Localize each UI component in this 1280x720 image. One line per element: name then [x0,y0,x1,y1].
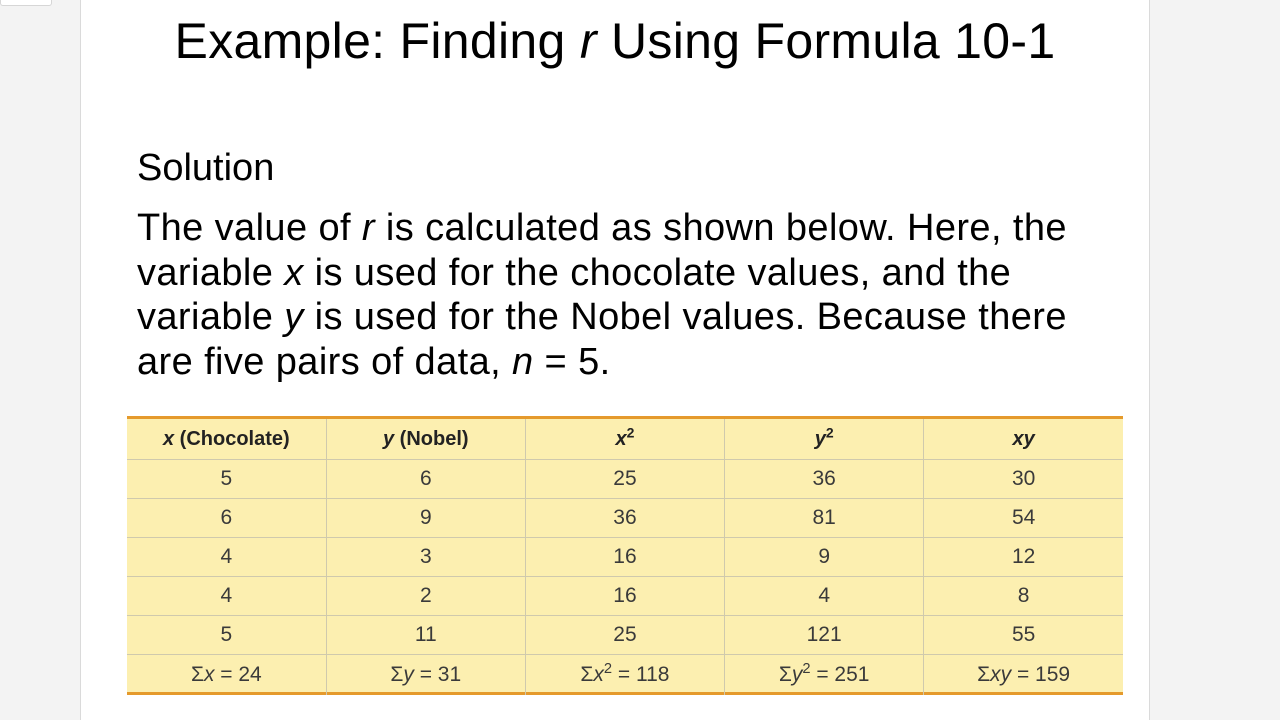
table-cell: 4 [127,577,326,616]
table-header-row [127,419,1123,460]
slide-title [81,12,1149,70]
table-cell: 4 [127,538,326,577]
sum-x: Σx = 24 [127,655,326,696]
sum-y-squared: $\Sigma y^2 = 251$ [725,655,924,696]
data-table-container [127,416,1123,695]
data-table [127,419,1123,695]
paragraph-text: is used for the Nobel values. Because there are five pairs of data, [137,296,1067,383]
table-row [127,577,1123,616]
title-variable: r [579,13,597,69]
table-row [127,616,1123,655]
table-cell: 36 [725,460,924,499]
table-cell: 30 [924,460,1123,499]
header-x-chocolate: x (Chocolate) [127,419,326,460]
table-cell: 5 [127,460,326,499]
table-row [127,499,1123,538]
header-x-squared: $x^2$ [525,419,724,460]
table-cell: 55 [924,616,1123,655]
table-cell: 6 [127,499,326,538]
table-cell: 3 [326,538,525,577]
table-sum-row [127,655,1123,696]
paragraph-variable: x [284,251,304,294]
table-cell: 9 [725,538,924,577]
table-cell: 121 [725,616,924,655]
table-cell: 16 [525,577,724,616]
sum-xy: Σxy = 159 [977,663,1071,686]
paragraph-text: = 5. [533,340,611,383]
paragraph-variable: y [284,296,304,338]
paragraph-text: is used for the chocolate values, and the variable [137,251,1012,338]
paragraph-variable: r [361,207,375,249]
corner-tab[interactable] [0,0,52,6]
table-cell: 81 [725,499,924,538]
table-cell: 11 [326,616,525,655]
title-prefix: Example: Finding [174,13,580,69]
paragraph-variable: n [512,340,534,383]
table-cell: 12 [924,538,1123,577]
table-row [127,538,1123,577]
table-cell: 25 [525,460,724,499]
table-cell: 16 [525,538,724,577]
table-cell: 4 [725,577,924,616]
table-cell: 5 [127,616,326,655]
header-xy: xy [924,419,1123,460]
sum-y: Σy = 31 [326,655,525,696]
solution-paragraph [137,206,1097,384]
title-suffix: Using Formula 10-1 [596,13,1056,69]
table-cell: 54 [924,499,1123,538]
table-row [127,460,1123,499]
sum-x-squared: $\Sigma x^2 = 118$ [525,655,724,696]
table-cell: 2 [326,577,525,616]
solution-heading: Solution [137,147,275,189]
table-cell: 6 [326,460,525,499]
table-cell: 25 [525,616,724,655]
table-cell: 8 [924,577,1123,616]
paragraph-text: The value of [137,207,362,249]
table-cell: 9 [326,499,525,538]
header-y-squared: $y^2$ [725,419,924,460]
table-cell: 36 [525,499,724,538]
paragraph-text: is calculated as shown below. Here, the variable [137,207,1067,294]
slide [80,0,1150,720]
header-y-nobel: y (Nobel) [326,419,525,460]
